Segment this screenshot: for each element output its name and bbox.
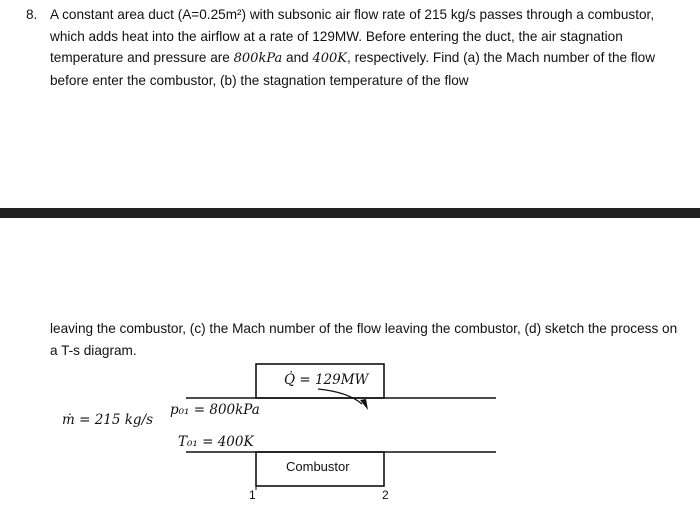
heat-arrow-head: [360, 399, 368, 410]
problem-text-part2: , respectively. Find (a) the Mach number of the flow before enter the combustor, (b) the stagnation temperature of the flow: [50, 50, 656, 88]
heat-arrow: [318, 389, 362, 404]
stag-pressure-value: 400K: [312, 51, 348, 66]
problem-number: 8.: [26, 7, 38, 22]
combustor-label: Combustor: [286, 459, 350, 474]
heat-rate-label: Q̇ = 129MW: [284, 372, 369, 388]
stag-temp-value: 800kPa: [233, 51, 283, 66]
station-1-label: 1: [249, 488, 256, 502]
station-2-label: 2: [382, 488, 389, 502]
problem-statement-continued: leaving the combustor, (c) the Mach number of the flow leaving the combustor, (d) sketch the process on a T-s diagram.: [50, 321, 678, 358]
and-word: and: [286, 50, 309, 65]
p01-label: p₀₁ = 800kPa: [170, 402, 260, 418]
mass-flow-label: ṁ = 215 kg/s: [62, 412, 154, 428]
t01-label: T₀₁ = 400K: [178, 434, 254, 450]
problem-text-part1: A constant area duct (A=0.25m²) with subsonic air flow rate of 215 kg/s passes through a combustor, which adds heat into the airflow at a rate of 129MW. Before entering the duct, the air stagnation temperature and pressure are: [50, 7, 655, 65]
